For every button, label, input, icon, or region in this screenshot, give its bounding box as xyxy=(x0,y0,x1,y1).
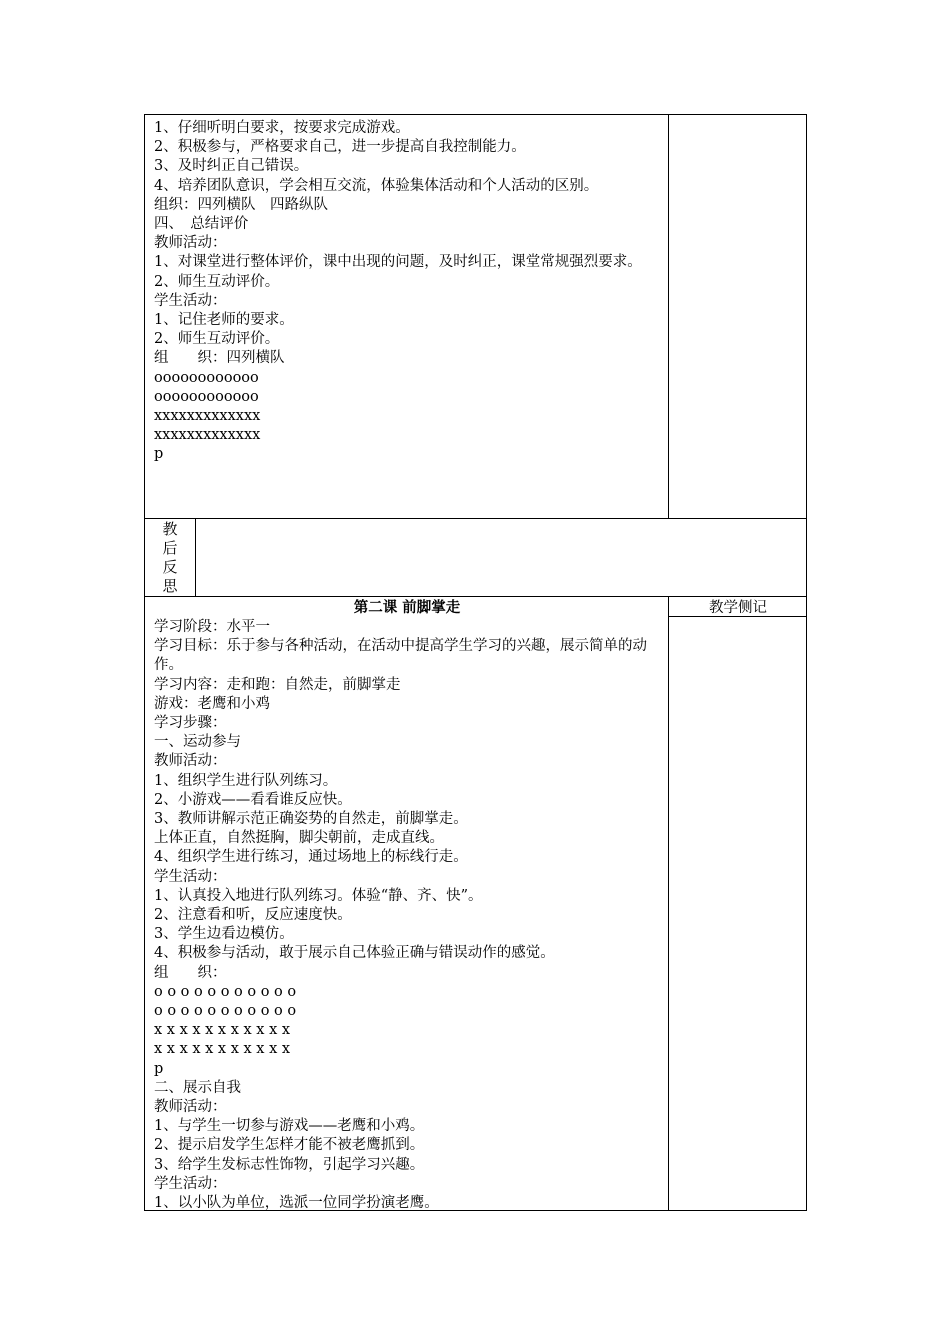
text-line: o o o o o o o o o o o xyxy=(154,1003,297,1020)
text-line: 3、学生边看边模仿。 xyxy=(154,926,294,943)
text-line: 1、认真投入地进行队列练习。体验“静、齐、快”。 xyxy=(154,887,483,904)
text-line: 1、记住老师的要求。 xyxy=(154,312,294,329)
reflection-label xyxy=(146,520,194,596)
text-line: 2、提示启发学生怎样才能不被老鹰抓到。 xyxy=(154,1137,425,1154)
text-line: 学习内容：走和跑：自然走，前脚掌走 xyxy=(154,676,401,693)
reflection-label-char: 思 xyxy=(162,577,178,595)
text-line: 3、给学生发标志性饰物，引起学习兴趣。 xyxy=(154,1156,425,1173)
text-line: 学生活动： xyxy=(154,292,227,309)
lesson2-title: 第二课 前脚掌走 xyxy=(353,599,461,616)
text-line: 组 织：四列横队 xyxy=(154,350,285,367)
text-line: 二、展示自我 xyxy=(154,1079,241,1096)
text-line: 教师活动： xyxy=(154,1099,227,1116)
text-line: oooooooooooo xyxy=(154,369,259,386)
text-line: 1、与学生一切参与游戏——老鹰和小鸡。 xyxy=(154,1118,425,1135)
reflection-label-divider xyxy=(195,518,196,597)
text-line: 一、运动参与 xyxy=(154,734,241,751)
text-line: 2、积极参与，严格要求自己，进一步提高自我控制能力。 xyxy=(154,139,526,156)
text-line: x x x x x x x x x x x xyxy=(154,1022,291,1039)
text-line: o o o o o o o o o o o xyxy=(154,983,297,1000)
text-line: 学生活动： xyxy=(154,1175,227,1192)
text-line: xxxxxxxxxxxxx xyxy=(154,427,261,444)
text-line: 4、积极参与活动，敢于展示自己体验正确与错误动作的感觉。 xyxy=(154,945,555,962)
text-line: 学生活动： xyxy=(154,868,227,885)
side-note-title: 教学侧记 xyxy=(709,600,767,616)
reflection-label-char: 反 xyxy=(162,558,178,576)
lesson1-reflection-divider xyxy=(144,518,807,519)
text-line: 1、以小队为单位，选派一位同学扮演老鹰。 xyxy=(154,1195,439,1212)
text-line: 2、师生互动评价。 xyxy=(154,273,280,290)
reflection-label-char: 后 xyxy=(162,539,178,557)
text-line: p xyxy=(154,1060,164,1077)
text-line: 1、对课堂进行整体评价，课中出现的问题，及时纠正，课堂常规强烈要求。 xyxy=(154,254,642,271)
text-line: x x x x x x x x x x x xyxy=(154,1041,291,1058)
text-line: 游戏：老鹰和小鸡 xyxy=(154,695,270,712)
text-line: 2、师生互动评价。 xyxy=(154,331,280,348)
text-line: 教师活动： xyxy=(154,235,227,252)
text-line: 2、小游戏——看看谁反应快。 xyxy=(154,791,352,808)
text-line: 组 织： xyxy=(154,964,227,981)
text-line: 学习目标：乐于参与各种活动，在活动中提高学生学习的兴趣，展示简单的动作。 xyxy=(154,638,647,674)
reflection-label-char: 教 xyxy=(162,520,178,538)
text-line: 学习步骤： xyxy=(154,715,227,732)
text-line: 2、注意看和听，反应速度快。 xyxy=(154,907,352,924)
text-line: 1、组织学生进行队列练习。 xyxy=(154,772,338,789)
text-line: 上体正直，自然挺胸，脚尖朝前，走成直线。 xyxy=(154,830,444,847)
text-line: 四、 总结评价 xyxy=(154,216,249,233)
text-line: 4、培养团队意识，学会相互交流，体验集体活动和个人活动的区别。 xyxy=(154,177,599,194)
text-line: 教师活动： xyxy=(154,753,227,770)
text-line: 学习阶段：水平一 xyxy=(154,619,270,635)
lesson2-content xyxy=(154,618,664,1213)
text-line: xxxxxxxxxxxxx xyxy=(154,408,261,425)
text-line: 3、教师讲解示范正确姿势的自然走，前脚掌走。 xyxy=(154,811,468,828)
lesson1-side-divider xyxy=(668,114,669,519)
lesson2-side-divider xyxy=(668,597,669,1211)
text-line: 3、及时纠正自己错误。 xyxy=(154,158,309,175)
text-line: 1、仔细听明白要求，按要求完成游戏。 xyxy=(154,120,410,136)
text-line: 4、组织学生进行练习，通过场地上的标线行走。 xyxy=(154,849,468,866)
text-line: 组织：四列横队 四路纵队 xyxy=(154,196,328,213)
text-line: p xyxy=(154,446,164,463)
lesson1-content xyxy=(154,119,664,465)
text-line: oooooooooooo xyxy=(154,388,259,405)
